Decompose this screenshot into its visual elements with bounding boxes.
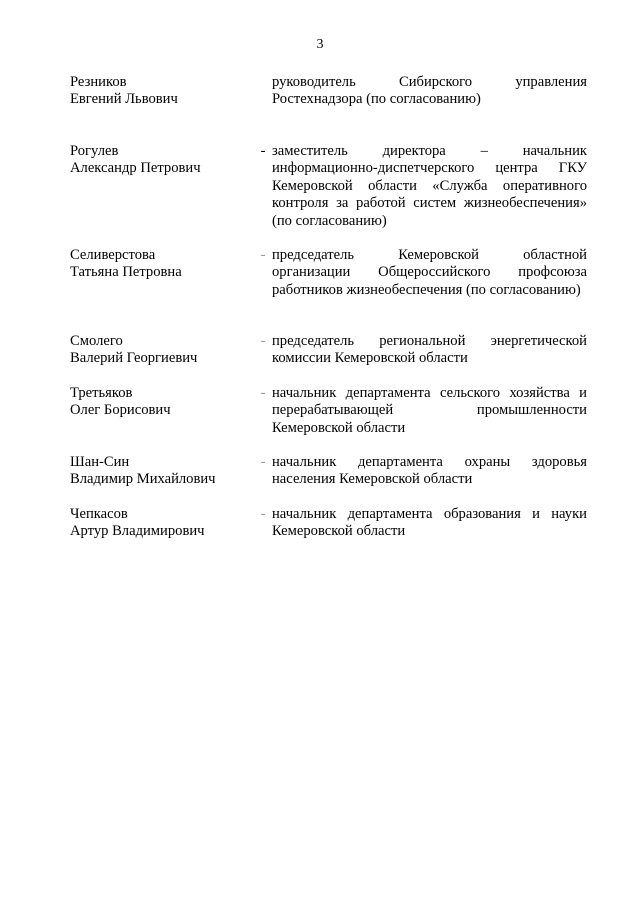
member-name — [70, 247, 250, 282]
entry-dash: - — [260, 454, 266, 470]
entry-dash: - — [260, 247, 266, 263]
member-given-name: Олег Борисович — [70, 402, 171, 419]
member-surname: Третьяков — [70, 385, 133, 401]
member-given-name: Александр Петрович — [70, 160, 201, 177]
member-given-name: Владимир Михайлович — [70, 471, 216, 488]
member-role: председатель Кемеровской областной организации Общероссийского профсоюза работников жизнеобеспечения (по согласованию) — [272, 247, 587, 298]
member-role: начальник департамента образования и науки Кемеровской области — [272, 506, 587, 540]
entry-dash: - — [260, 333, 266, 349]
member-role: председатель региональной энергетической комиссии Кемеровской области — [272, 333, 587, 367]
member-role: руководитель Сибирского управления Ростехнадзора (по согласованию) — [272, 74, 587, 108]
member-surname: Смолего — [70, 333, 123, 349]
member-name — [70, 385, 250, 420]
member-surname: Рогулев — [70, 143, 119, 159]
member-name — [70, 333, 250, 368]
member-surname: Чепкасов — [70, 506, 128, 522]
page-number: 3 — [316, 37, 324, 52]
member-surname: Резников — [70, 74, 127, 90]
entry-dash: - — [260, 506, 266, 522]
entry-dash: - — [260, 385, 266, 401]
member-name — [70, 506, 250, 541]
member-name — [70, 74, 250, 109]
member-surname: Селиверстова — [70, 247, 156, 263]
member-given-name: Евгений Львович — [70, 91, 178, 108]
member-role: начальник департамента охраны здоровья населения Кемеровской области — [272, 454, 587, 488]
member-surname: Шан-Син — [70, 454, 130, 470]
member-role: заместитель директора – начальник информационно-диспетчерского центра ГКУ Кемеровской области «Служба оперативного контроля за работой систем жизнеобеспечения» (по согласованию) — [272, 143, 587, 229]
member-role: начальник департамента сельского хозяйства и перерабатывающей промышленности Кемеровской области — [272, 385, 587, 436]
entry-dash: - — [260, 143, 266, 159]
member-name — [70, 454, 250, 489]
member-given-name: Артур Владимирович — [70, 523, 205, 540]
member-given-name: Валерий Георгиевич — [70, 350, 198, 367]
member-given-name: Татьяна Петровна — [70, 264, 182, 281]
member-name — [70, 143, 250, 178]
